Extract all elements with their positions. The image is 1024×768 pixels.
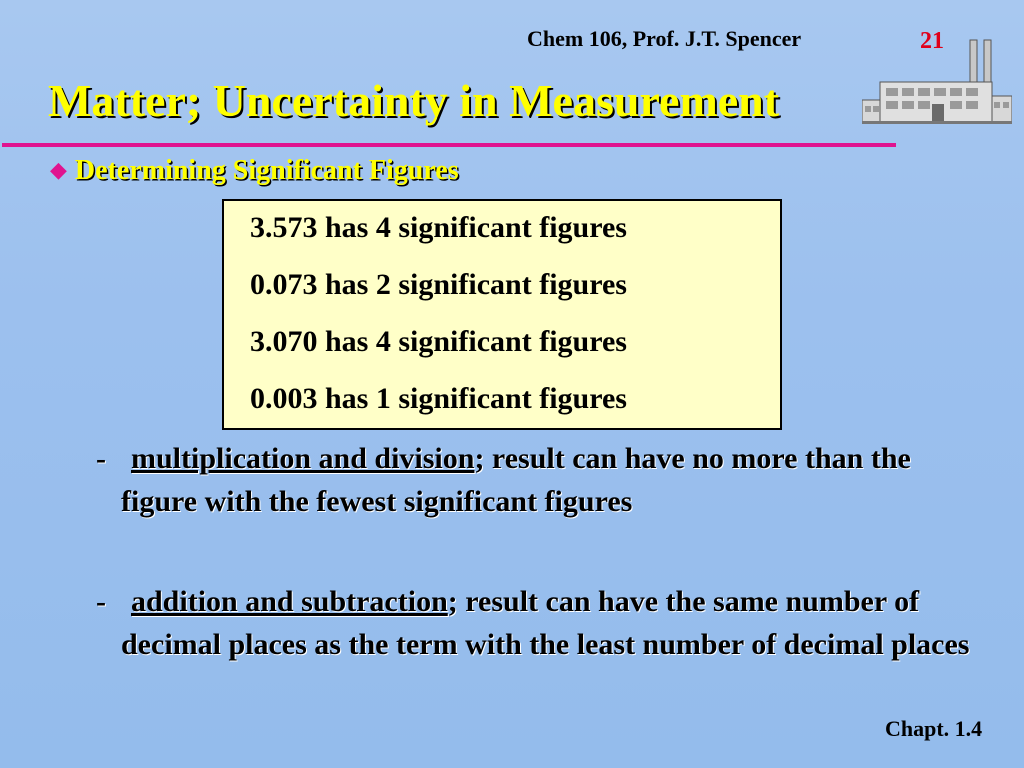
diamond-bullet-icon: ◆ xyxy=(50,157,67,182)
rule-multiplication-division xyxy=(96,437,976,523)
examples-box xyxy=(222,199,782,430)
rule-text xyxy=(121,437,976,523)
rule-term: multiplication and division xyxy=(131,442,475,475)
rule-dash: - xyxy=(96,585,106,618)
rule-term: addition and subtraction xyxy=(131,585,448,618)
example-line: 0.003 has 1 significant figures xyxy=(250,382,627,415)
rule-description: ; result can have no more than the figure with the fewest significant figures xyxy=(121,442,911,518)
subheading-text: Determining Significant Figures xyxy=(74,155,459,186)
example-line: 0.073 has 2 significant figures xyxy=(250,268,627,301)
example-line: 3.573 has 4 significant figures xyxy=(250,211,627,244)
rule-description: ; result can have the same number of decimal places as the term with the least number of decimal places xyxy=(121,585,970,661)
slide-title: Matter; Uncertainty in Measurement xyxy=(48,75,780,126)
title-divider xyxy=(2,143,896,147)
example-line: 3.070 has 4 significant figures xyxy=(250,325,627,358)
rule-text xyxy=(121,580,976,666)
course-label: Chem 106, Prof. J.T. Spencer xyxy=(527,26,802,51)
chapter-label: Chapt. 1.4 xyxy=(885,716,983,741)
factory-icon xyxy=(862,38,1012,128)
subheading xyxy=(50,155,459,187)
rule-dash: - xyxy=(96,442,106,475)
slide-number: 21 xyxy=(920,28,944,54)
rule-addition-subtraction xyxy=(96,580,976,666)
